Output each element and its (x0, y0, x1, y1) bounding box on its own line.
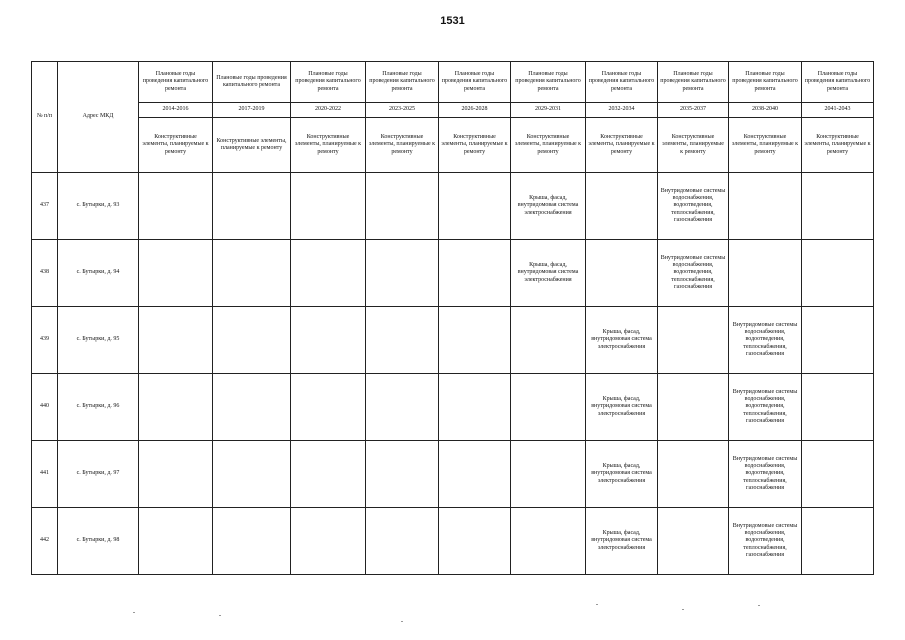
repair-cell (658, 508, 729, 575)
address-header: Адрес МКД (58, 62, 139, 173)
column-description: Конструктивные элементы, планируемые к ремонту (139, 118, 213, 173)
repair-cell: Крыша, фасад, внутридомовая система электроснабжения (511, 240, 586, 307)
repair-cell (729, 240, 802, 307)
row-number: 438 (32, 240, 58, 307)
row-address: с. Бутырки, д. 94 (58, 240, 139, 307)
repair-cell (586, 240, 658, 307)
repair-cell (139, 240, 213, 307)
repair-cell (802, 307, 874, 374)
repair-cell (213, 307, 291, 374)
column-years: 2017-2019 (213, 103, 291, 118)
table-row (32, 441, 874, 508)
repair-cell (658, 441, 729, 508)
column-years: 2029-2031 (511, 103, 586, 118)
row-address: с. Бутырки, д. 95 (58, 307, 139, 374)
row-address: с. Бутырки, д. 98 (58, 508, 139, 575)
repair-cell: Внутридомовые системы водоснабжения, водоотведения, теплоснабжения, газоснабжения (729, 441, 802, 508)
scan-noise (0, 600, 905, 640)
column-title: Плановые годы проведения капитального ремонта (802, 62, 874, 103)
repair-cell: Крыша, фасад, внутридомовая система электроснабжения (511, 173, 586, 240)
speck (219, 615, 221, 616)
repair-cell (802, 240, 874, 307)
column-years: 2041-2043 (802, 103, 874, 118)
repair-cell (291, 374, 366, 441)
column-description: Конструктивные элементы, планируемые к ремонту (729, 118, 802, 173)
column-description: Конструктивные элементы, планируемые к ремонту (366, 118, 439, 173)
column-title: Плановые годы проведения капитального ремонта (511, 62, 586, 103)
column-years: 2032-2034 (586, 103, 658, 118)
repair-cell (291, 508, 366, 575)
repair-cell (802, 374, 874, 441)
column-years: 2035-2037 (658, 103, 729, 118)
repair-cell (366, 240, 439, 307)
repair-cell (439, 374, 511, 441)
repair-cell (802, 441, 874, 508)
column-title: Плановые годы проведения капитального ремонта (366, 62, 439, 103)
repair-cell: Внутридомовые системы водоснабжения, водоотведения, теплоснабжения, газоснабжения (729, 508, 802, 575)
repair-cell (366, 173, 439, 240)
column-title: Плановые годы проведения капитального ремонта (139, 62, 213, 103)
repair-cell (366, 441, 439, 508)
repair-cell (366, 374, 439, 441)
row-number: 442 (32, 508, 58, 575)
capital-repair-table (31, 61, 874, 575)
column-years: 2023-2025 (366, 103, 439, 118)
row-number: 441 (32, 441, 58, 508)
repair-cell: Крыша, фасад, внутридомовая система электроснабжения (586, 508, 658, 575)
repair-cell (291, 240, 366, 307)
row-address: с. Бутырки, д. 96 (58, 374, 139, 441)
repair-cell (802, 508, 874, 575)
repair-cell (139, 441, 213, 508)
repair-cell (366, 508, 439, 575)
column-title: Плановые годы проведения капитального ремонта (729, 62, 802, 103)
repair-cell (291, 307, 366, 374)
repair-cell: Внутридомовые системы водоснабжения, водоотведения, теплоснабжения, газоснабжения (658, 240, 729, 307)
row-address: с. Бутырки, д. 93 (58, 173, 139, 240)
row-number: 439 (32, 307, 58, 374)
repair-cell (439, 240, 511, 307)
row-number: 440 (32, 374, 58, 441)
repair-cell (439, 173, 511, 240)
column-description: Конструктивные элементы, планируемые к ремонту (291, 118, 366, 173)
repair-cell: Крыша, фасад, внутридомовая система электроснабжения (586, 441, 658, 508)
repair-cell (291, 441, 366, 508)
repair-cell (511, 441, 586, 508)
repair-cell (139, 374, 213, 441)
table-row (32, 240, 874, 307)
column-years: 2026-2028 (439, 103, 511, 118)
repair-cell (213, 441, 291, 508)
repair-cell (213, 173, 291, 240)
table-row (32, 508, 874, 575)
column-description: Конструктивные элементы, планируемые к ремонту (511, 118, 586, 173)
column-description: Конструктивные элементы, планируемые к ремонту (439, 118, 511, 173)
speck (596, 604, 598, 605)
repair-cell (366, 307, 439, 374)
repair-cell (586, 173, 658, 240)
repair-cell (213, 374, 291, 441)
repair-cell (439, 441, 511, 508)
speck (758, 605, 760, 606)
column-description: Конструктивные элементы, планируемые к ремонту (802, 118, 874, 173)
repair-cell (139, 173, 213, 240)
table-row (32, 173, 874, 240)
column-title: Плановые годы проведения капитального ремонта (291, 62, 366, 103)
repair-cell (291, 173, 366, 240)
repair-cell: Внутридомовые системы водоснабжения, водоотведения, теплоснабжения, газоснабжения (729, 307, 802, 374)
table-header (32, 62, 874, 173)
repair-cell: Внутридомовые системы водоснабжения, водоотведения, теплоснабжения, газоснабжения (658, 173, 729, 240)
repair-cell: Крыша, фасад, внутридомовая система электроснабжения (586, 307, 658, 374)
repair-cell (658, 307, 729, 374)
num-header: № п/п (32, 62, 58, 173)
repair-cell (439, 508, 511, 575)
repair-cell (729, 173, 802, 240)
table-row (32, 374, 874, 441)
speck (133, 612, 135, 613)
column-title: Плановые годы проведения капитального ремонта (439, 62, 511, 103)
repair-cell (139, 307, 213, 374)
column-title: Плановые годы проведения капитального ремонта (658, 62, 729, 103)
column-description: Конструктивные элементы, планируемые к ремонту (658, 118, 729, 173)
column-description: Конструктивные элементы, планируемые к ремонту (586, 118, 658, 173)
speck (682, 609, 684, 610)
repair-cell (511, 307, 586, 374)
column-title: Плановые годы проведения капитального ремонта (586, 62, 658, 103)
column-description: Конструктивные элементы, планируемые к ремонту (213, 118, 291, 173)
repair-cell (139, 508, 213, 575)
repair-cell (511, 508, 586, 575)
repair-cell (213, 508, 291, 575)
repair-cell (439, 307, 511, 374)
row-number: 437 (32, 173, 58, 240)
repair-cell (802, 173, 874, 240)
table-body (32, 173, 874, 575)
repair-cell: Внутридомовые системы водоснабжения, водоотведения, теплоснабжения, газоснабжения (729, 374, 802, 441)
table-row (32, 307, 874, 374)
repair-cell: Крыша, фасад, внутридомовая система электроснабжения (586, 374, 658, 441)
column-years: 2014-2016 (139, 103, 213, 118)
column-years: 2020-2022 (291, 103, 366, 118)
column-years: 2038-2040 (729, 103, 802, 118)
repair-cell (213, 240, 291, 307)
row-address: с. Бутырки, д. 97 (58, 441, 139, 508)
page-number: 1531 (440, 15, 465, 27)
column-title: Плановые годы проведения капитального ремонта (213, 62, 291, 103)
repair-cell (511, 374, 586, 441)
repair-cell (658, 374, 729, 441)
speck (401, 621, 403, 622)
